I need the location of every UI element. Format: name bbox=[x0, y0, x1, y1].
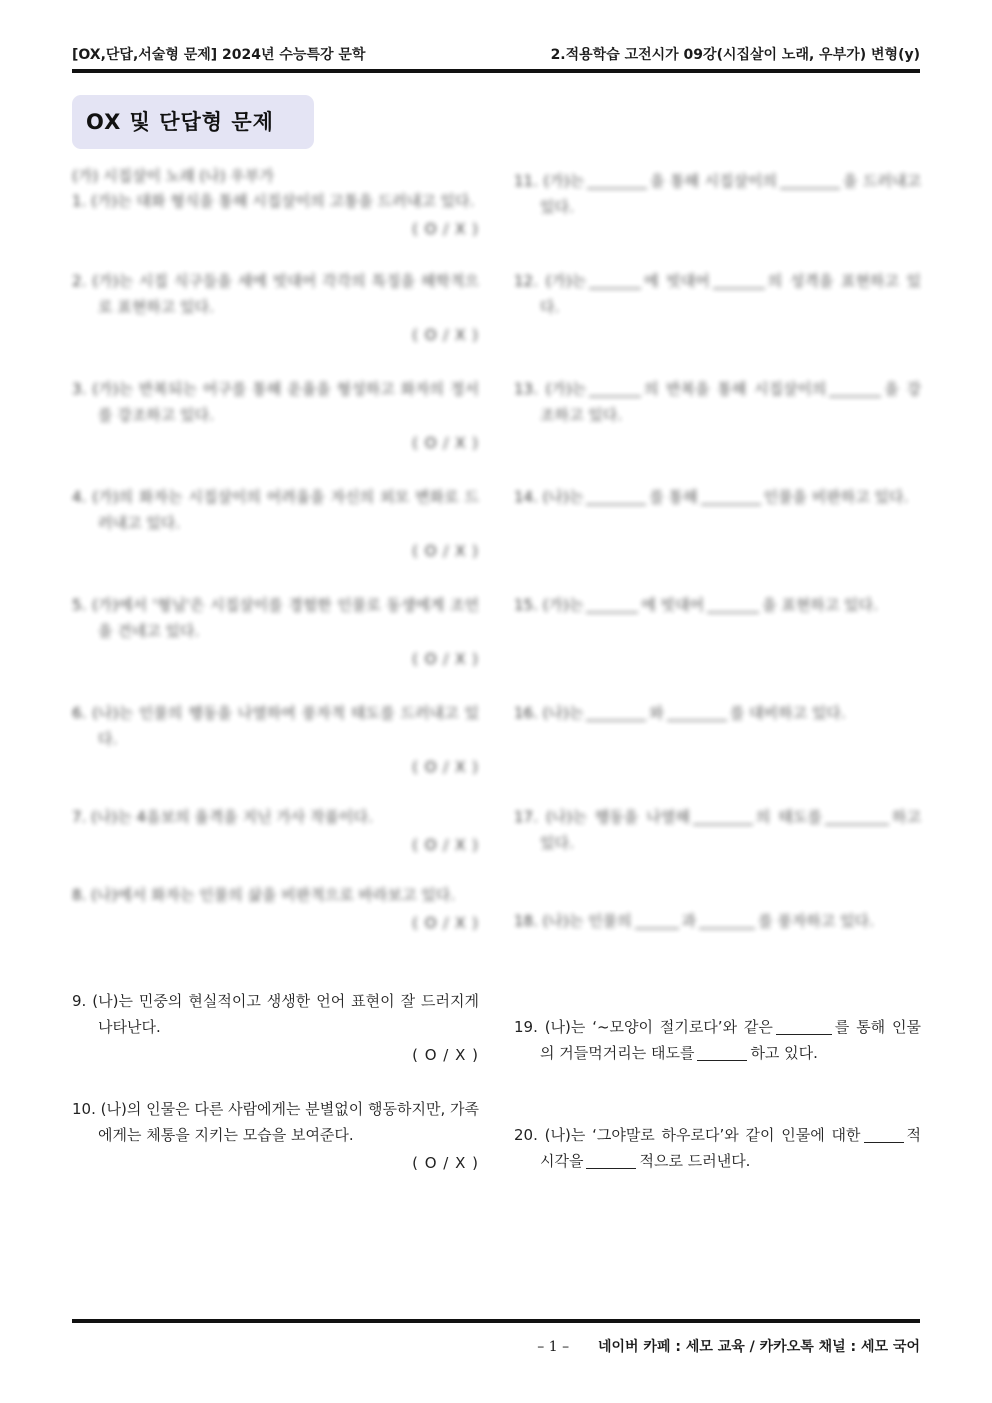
ox-choice[interactable]: ( O / X ) bbox=[412, 650, 479, 668]
footer-divider bbox=[72, 1319, 920, 1323]
question-text-pre: (가)는 bbox=[545, 380, 587, 398]
question-number: 20. bbox=[514, 1126, 538, 1144]
header-right-title: 2.적용학습 고전시가 09강(시집살이 노래, 우부가) 변형(y) bbox=[550, 47, 920, 63]
question-text-pre: (나)는 인물의 bbox=[542, 912, 632, 930]
ox-choice[interactable]: ( O / X ) bbox=[412, 836, 479, 854]
answer-blank[interactable] bbox=[589, 380, 641, 397]
question-number: 16. bbox=[514, 704, 538, 722]
question-20 bbox=[514, 1122, 921, 1174]
question-text: (나)는 4음보의 율격을 지닌 가사 작품이다. bbox=[91, 808, 373, 826]
question-2 bbox=[72, 268, 479, 348]
question-text-mid: 에 빗대어 bbox=[644, 272, 710, 290]
answer-blank[interactable] bbox=[586, 596, 638, 613]
question-text: (가)에서 '형님'은 시집살이를 경험한 인물로 동생에게 조언을 건네고 있다. bbox=[91, 596, 479, 640]
question-number: 14. bbox=[514, 488, 538, 506]
page-header bbox=[72, 44, 920, 68]
question-text-pre: (가)는 bbox=[542, 596, 584, 614]
question-number: 12. bbox=[514, 272, 538, 290]
question-text-pre: (나)는 ‘그야말로 하우로다’와 같이 인물에 대한 bbox=[544, 1126, 861, 1144]
question-number: 9. bbox=[72, 992, 87, 1010]
question-number: 11. bbox=[514, 172, 538, 190]
question-text-mid: 와 bbox=[649, 704, 664, 722]
question-text-post: 를 대비하고 있다. bbox=[729, 704, 846, 722]
question-3 bbox=[72, 376, 479, 456]
question-6 bbox=[72, 700, 479, 780]
question-number: 17. bbox=[514, 808, 538, 826]
question-text: (가)의 화자는 시집살이의 어려움을 자신의 외모 변화로 드러내고 있다. bbox=[92, 488, 479, 532]
answer-blank[interactable] bbox=[586, 1152, 636, 1169]
question-18 bbox=[514, 908, 921, 934]
ox-choice[interactable]: ( O / X ) bbox=[412, 758, 479, 776]
answer-blank[interactable] bbox=[667, 704, 727, 721]
question-text: (나)의 인물은 다른 사람에게는 분별없이 행동하지만, 가족에게는 체통을 지키는 모습을 보여준다. bbox=[98, 1100, 479, 1144]
section-title: OX 및 단답형 문제 bbox=[72, 95, 314, 149]
question-number: 13. bbox=[514, 380, 538, 398]
question-text-post: 의 성격을 표현하고 있다. bbox=[540, 272, 921, 316]
ox-choice[interactable]: ( O / X ) bbox=[412, 220, 479, 238]
question-number: 3. bbox=[72, 380, 87, 398]
question-text: (가)는 대화 형식을 통해 시집살이의 고통을 드러내고 있다. bbox=[91, 192, 475, 210]
ox-choice[interactable]: ( O / X ) bbox=[412, 434, 479, 452]
ox-choice[interactable]: ( O / X ) bbox=[412, 1154, 479, 1172]
question-19 bbox=[514, 1014, 921, 1066]
question-10 bbox=[72, 1096, 479, 1176]
question-number: 10. bbox=[72, 1100, 96, 1118]
answer-blank[interactable] bbox=[776, 1018, 832, 1035]
answer-blank[interactable] bbox=[864, 1126, 904, 1143]
ox-choice[interactable]: ( O / X ) bbox=[412, 1046, 479, 1064]
question-8 bbox=[72, 882, 479, 936]
question-12 bbox=[514, 268, 921, 320]
answer-blank[interactable] bbox=[701, 488, 761, 505]
question-text-post: 인물을 비판하고 있다. bbox=[763, 488, 909, 506]
answer-blank[interactable] bbox=[697, 1044, 747, 1061]
question-text-pre: (나)는 행동을 나열해 bbox=[546, 808, 690, 826]
header-divider bbox=[72, 69, 920, 73]
question-text-mid: 과 bbox=[681, 912, 697, 930]
question-text-post: 를 풍자하고 있다. bbox=[758, 912, 874, 930]
question-text: (가)는 시집 식구들을 새에 빗대어 각각의 특징을 해학적으로 표현하고 있다. bbox=[92, 272, 479, 316]
question-number: 6. bbox=[72, 704, 87, 722]
question-text-post: 하고 있다. bbox=[540, 808, 921, 852]
question-text-post: 을 드러내고 있다. bbox=[540, 172, 921, 216]
question-text-pre: (나)는 ‘~모양이 절기로다’와 같은 bbox=[544, 1018, 773, 1036]
answer-blank[interactable] bbox=[829, 380, 881, 397]
question-1 bbox=[72, 188, 479, 242]
question-7 bbox=[72, 804, 479, 858]
question-text: (나)는 인물의 행동을 나열하여 풍자적 태도를 드러내고 있다. bbox=[92, 704, 479, 748]
question-text-post: 하고 있다. bbox=[750, 1044, 818, 1062]
question-text-mid: 적 시각을 bbox=[540, 1126, 921, 1170]
answer-blank[interactable] bbox=[713, 272, 765, 289]
question-text-mid: 를 통해 bbox=[649, 488, 698, 506]
question-text-mid: 을 통해 시집살이의 bbox=[650, 172, 778, 190]
question-number: 7. bbox=[72, 808, 87, 826]
question-text: (나)에서 화자는 인물의 삶을 비판적으로 바라보고 있다. bbox=[91, 886, 455, 904]
question-text-pre: (나)는 bbox=[542, 488, 584, 506]
answer-blank[interactable] bbox=[707, 596, 759, 613]
question-text-post: 적으로 드러낸다. bbox=[639, 1152, 751, 1170]
question-text-post: 을 표현하고 있다. bbox=[762, 596, 878, 614]
question-text-pre: (가)는 bbox=[545, 272, 587, 290]
question-text: (나)는 민중의 현실적이고 생생한 언어 표현이 잘 드러지게 나타난다. bbox=[92, 992, 479, 1036]
passage-note: (가) 시집살이 노래 (나) 우부가 bbox=[72, 167, 274, 185]
question-text: (가)는 반복되는 어구를 통해 운율을 형성하고 화자의 정서를 강조하고 있다. bbox=[92, 380, 479, 424]
footer-channel-info: 네이버 카페 : 세모 교육 / 카카오톡 채널 : 세모 국어 bbox=[597, 1339, 920, 1355]
page-number: – 1 – bbox=[537, 1339, 570, 1355]
question-17 bbox=[514, 804, 921, 856]
answer-blank[interactable] bbox=[587, 172, 647, 189]
ox-choice[interactable]: ( O / X ) bbox=[412, 542, 479, 560]
question-number: 8. bbox=[72, 886, 87, 904]
question-text-mid: 의 태도를 bbox=[755, 808, 823, 826]
question-16 bbox=[514, 700, 921, 726]
answer-blank[interactable] bbox=[635, 912, 679, 929]
ox-choice[interactable]: ( O / X ) bbox=[412, 914, 479, 932]
question-13 bbox=[514, 376, 921, 428]
question-text-pre: (나)는 bbox=[542, 704, 584, 722]
question-4 bbox=[72, 484, 479, 564]
answer-blank[interactable] bbox=[586, 488, 646, 505]
answer-blank[interactable] bbox=[699, 912, 755, 929]
question-11 bbox=[514, 168, 921, 220]
question-text-mid: 의 반복을 통해 시집살이의 bbox=[644, 380, 827, 398]
question-text-mid: 에 빗대어 bbox=[641, 596, 705, 614]
answer-blank[interactable] bbox=[780, 172, 840, 189]
answer-blank[interactable] bbox=[825, 808, 889, 825]
answer-blank[interactable] bbox=[589, 272, 641, 289]
ox-choice[interactable]: ( O / X ) bbox=[412, 326, 479, 344]
question-text-post: 을 강조하고 있다. bbox=[540, 380, 921, 424]
question-number: 19. bbox=[514, 1018, 538, 1036]
header-left-title: [OX,단답,서술형 문제] 2024년 수능특강 문학 bbox=[72, 47, 366, 63]
question-14 bbox=[514, 484, 921, 510]
question-number: 2. bbox=[72, 272, 87, 290]
question-5 bbox=[72, 592, 479, 672]
question-text-mid: 를 통해 인물의 거들먹거리는 태도를 bbox=[540, 1018, 921, 1062]
question-text-pre: (가)는 bbox=[543, 172, 585, 190]
answer-blank[interactable] bbox=[693, 808, 753, 825]
question-number: 1. bbox=[72, 192, 87, 210]
question-number: 18. bbox=[514, 912, 538, 930]
question-number: 4. bbox=[72, 488, 87, 506]
question-15 bbox=[514, 592, 921, 618]
question-number: 15. bbox=[514, 596, 538, 614]
page-footer bbox=[537, 1336, 920, 1356]
answer-blank[interactable] bbox=[586, 704, 646, 721]
question-number: 5. bbox=[72, 596, 87, 614]
question-9 bbox=[72, 988, 479, 1068]
